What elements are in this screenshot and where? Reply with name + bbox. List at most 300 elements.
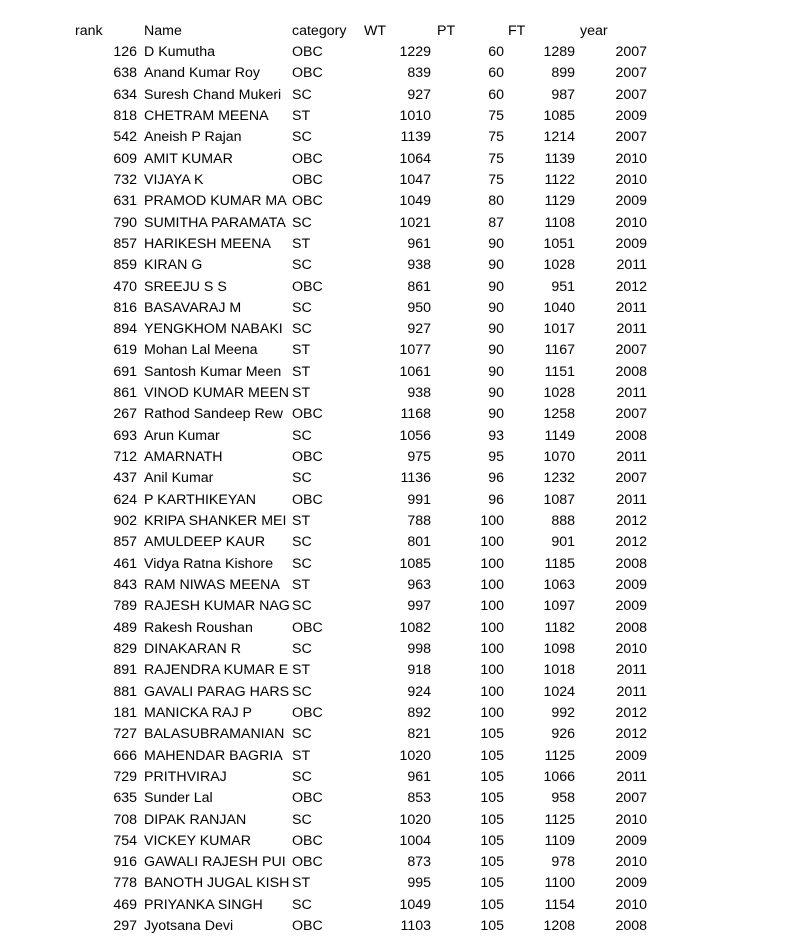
table-row	[0, 916, 793, 937]
table-row	[0, 319, 793, 340]
year-cell: 2012	[615, 534, 647, 551]
year-cell: 2009	[615, 577, 647, 593]
ft-cell: 987	[551, 86, 575, 103]
wt-cell: 918	[407, 662, 431, 679]
name-cell: Rathod Sandeep Rew	[144, 406, 283, 423]
header-wt: WT	[364, 23, 387, 39]
pt-cell: 90	[488, 299, 504, 316]
ft-cell: 1232	[543, 470, 575, 487]
wt-cell: 924	[407, 683, 431, 700]
table-row	[0, 383, 793, 404]
rank-cell: 461	[113, 555, 137, 572]
pt-cell: 96	[488, 470, 504, 487]
ft-cell: 992	[551, 704, 575, 721]
ft-cell: 1154	[544, 896, 575, 913]
rank-cell: 857	[113, 235, 137, 252]
rank-cell: 469	[113, 896, 137, 913]
ft-cell: 1063	[543, 577, 575, 593]
ft-cell: 1098	[543, 640, 575, 657]
ft-cell: 958	[551, 790, 575, 807]
ft-cell: 1139	[544, 150, 575, 167]
pt-cell: 75	[488, 107, 504, 124]
category-cell: SC	[292, 768, 312, 785]
rank-cell: 727	[113, 726, 137, 743]
table-row	[0, 42, 793, 63]
table-row	[0, 767, 793, 788]
name-cell: BASAVARAJ M	[144, 299, 242, 316]
name-cell: Arun Kumar	[144, 427, 220, 444]
wt-cell: 1021	[399, 214, 431, 231]
ft-cell: 1125	[544, 747, 575, 764]
rank-cell: 789	[113, 598, 137, 615]
ft-cell: 1129	[544, 193, 575, 210]
wt-cell: 997	[407, 598, 431, 615]
category-cell: OBC	[292, 406, 323, 423]
year-cell: 2010	[615, 171, 647, 188]
name-cell: MANICKA RAJ P	[144, 704, 253, 721]
category-cell: OBC	[292, 193, 323, 210]
pt-cell: 105	[480, 832, 504, 849]
category-cell: OBC	[292, 150, 323, 167]
pt-cell: 105	[480, 811, 504, 828]
year-cell: 2011	[616, 385, 647, 402]
category-cell: ST	[292, 363, 311, 380]
header-row	[0, 21, 793, 42]
category-cell: OBC	[292, 704, 323, 721]
name-cell: Aneish P Rajan	[144, 129, 242, 146]
table-row	[0, 724, 793, 745]
pt-cell: 90	[488, 257, 504, 274]
ft-cell: 1040	[543, 299, 575, 316]
category-cell: ST	[292, 235, 311, 252]
table-row	[0, 85, 793, 106]
rank-cell: 754	[113, 832, 137, 849]
table-row	[0, 554, 793, 575]
ft-cell: 1208	[543, 918, 575, 935]
pt-cell: 75	[488, 129, 504, 146]
wt-cell: 1229	[399, 44, 431, 60]
table-row	[0, 404, 793, 425]
rank-cell: 297	[113, 918, 137, 935]
table-row	[0, 213, 793, 234]
ft-cell: 1185	[544, 555, 575, 572]
ft-cell: 1125	[544, 811, 575, 828]
rank-cell: 638	[113, 65, 137, 82]
year-cell: 2007	[615, 790, 647, 807]
year-cell: 2010	[615, 640, 647, 657]
pt-cell: 93	[488, 427, 504, 444]
year-cell: 2011	[616, 662, 647, 679]
table-row	[0, 703, 793, 724]
ft-cell: 1258	[543, 406, 575, 423]
rank-cell: 859	[113, 257, 137, 274]
year-cell: 2009	[615, 875, 647, 892]
category-cell: SC	[292, 427, 312, 444]
year-cell: 2009	[615, 235, 647, 252]
rank-cell: 843	[113, 577, 137, 593]
ft-cell: 951	[551, 278, 575, 295]
pt-cell: 100	[480, 577, 504, 593]
wt-cell: 938	[407, 385, 431, 402]
category-cell: SC	[292, 257, 312, 274]
year-cell: 2009	[615, 747, 647, 764]
category-cell: ST	[292, 107, 311, 124]
year-cell: 2009	[615, 193, 647, 210]
wt-cell: 1047	[399, 171, 431, 188]
name-cell: CHETRAM MEENA	[144, 107, 269, 124]
table-row	[0, 277, 793, 298]
year-cell: 2011	[616, 491, 647, 508]
name-cell: Jyotsana Devi	[144, 918, 234, 935]
category-cell: SC	[292, 534, 312, 551]
pt-cell: 100	[480, 662, 504, 679]
name-cell: KIRAN G	[144, 257, 203, 274]
rank-cell: 894	[113, 321, 137, 338]
rank-cell: 666	[113, 747, 137, 764]
rank-cell: 891	[113, 662, 137, 679]
name-cell: AMIT KUMAR	[144, 150, 233, 167]
wt-cell: 950	[407, 299, 431, 316]
ft-cell: 1182	[544, 619, 575, 636]
category-cell: ST	[292, 342, 311, 359]
header-ft: FT	[508, 23, 526, 39]
table-row	[0, 170, 793, 191]
ft-cell: 1108	[544, 214, 575, 231]
rank-cell: 631	[113, 193, 137, 210]
table-row	[0, 149, 793, 170]
wt-cell: 1049	[399, 896, 431, 913]
name-cell: PRIYANKA SINGH	[144, 896, 263, 913]
year-cell: 2011	[616, 257, 647, 274]
ft-cell: 1070	[543, 449, 575, 466]
name-cell: RAJESH KUMAR NAG	[144, 598, 290, 615]
name-cell: VIJAYA K	[144, 171, 204, 188]
table-row	[0, 362, 793, 383]
name-cell: AMARNATH	[144, 449, 223, 466]
wt-cell: 1049	[399, 193, 431, 210]
category-cell: OBC	[292, 832, 323, 849]
wt-cell: 938	[407, 257, 431, 274]
pt-cell: 95	[488, 449, 504, 466]
wt-cell: 1010	[399, 107, 431, 124]
category-cell: OBC	[292, 854, 323, 871]
pt-cell: 105	[480, 726, 504, 743]
wt-cell: 1077	[399, 342, 431, 359]
table-row	[0, 788, 793, 809]
wt-cell: 998	[407, 640, 431, 657]
category-cell: SC	[292, 726, 312, 743]
pt-cell: 90	[488, 278, 504, 295]
wt-cell: 1020	[399, 747, 431, 764]
wt-cell: 839	[407, 65, 431, 82]
rank-cell: 916	[113, 854, 137, 871]
rank-cell: 542	[113, 129, 137, 146]
year-cell: 2008	[615, 363, 647, 380]
category-cell: ST	[292, 875, 311, 892]
rank-cell: 790	[113, 214, 137, 231]
category-cell: ST	[292, 385, 311, 402]
name-cell: Santosh Kumar Meen	[144, 363, 282, 380]
name-cell: HARIKESH MEENA	[144, 235, 271, 252]
ft-cell: 1167	[544, 342, 575, 359]
ft-cell: 1151	[544, 363, 575, 380]
pt-cell: 105	[480, 875, 504, 892]
year-cell: 2007	[615, 65, 647, 82]
pt-cell: 90	[488, 235, 504, 252]
ft-cell: 978	[551, 854, 575, 871]
year-cell: 2009	[615, 107, 647, 124]
ft-cell: 1087	[543, 491, 575, 508]
ft-cell: 926	[551, 726, 575, 743]
ft-cell: 1109	[544, 832, 575, 849]
year-cell: 2007	[615, 470, 647, 487]
name-cell: BALASUBRAMANIAN	[144, 726, 285, 743]
wt-cell: 853	[407, 790, 431, 807]
rank-cell: 816	[113, 299, 137, 316]
pt-cell: 105	[480, 918, 504, 935]
wt-cell: 975	[407, 449, 431, 466]
rank-cell: 624	[113, 491, 137, 508]
rank-cell: 609	[113, 150, 137, 167]
table-row	[0, 63, 793, 84]
category-cell: SC	[292, 470, 312, 487]
rank-cell: 712	[113, 449, 137, 466]
name-cell: GAWALI RAJESH PUI	[144, 854, 286, 871]
name-cell: Mohan Lal Meena	[144, 342, 258, 359]
pt-cell: 75	[488, 150, 504, 167]
year-cell: 2011	[616, 768, 647, 785]
pt-cell: 100	[480, 683, 504, 700]
category-cell: ST	[292, 747, 311, 764]
header-category: category	[292, 23, 347, 39]
name-cell: VINOD KUMAR MEEN	[144, 385, 290, 402]
category-cell: SC	[292, 896, 312, 913]
wt-cell: 927	[407, 321, 431, 338]
year-cell: 2010	[615, 214, 647, 231]
pt-cell: 90	[488, 385, 504, 402]
table-row	[0, 234, 793, 255]
table-row	[0, 426, 793, 447]
year-cell: 2011	[616, 321, 647, 338]
year-cell: 2008	[615, 918, 647, 935]
pt-cell: 105	[480, 790, 504, 807]
ft-cell: 1017	[543, 321, 575, 338]
table-row	[0, 340, 793, 361]
wt-cell: 1085	[399, 555, 431, 572]
category-cell: SC	[292, 640, 312, 657]
table-row	[0, 810, 793, 831]
rank-cell: 708	[113, 811, 137, 828]
name-cell: DINAKARAN R	[144, 640, 241, 657]
category-cell: SC	[292, 598, 312, 615]
pt-cell: 90	[488, 363, 504, 380]
ft-cell: 1097	[543, 598, 575, 615]
name-cell: DIPAK RANJAN	[144, 811, 247, 828]
rank-cell: 181	[113, 704, 137, 721]
pt-cell: 100	[480, 640, 504, 657]
pt-cell: 100	[480, 555, 504, 572]
wt-cell: 861	[407, 278, 431, 295]
ft-cell: 1024	[543, 683, 575, 700]
year-cell: 2010	[615, 854, 647, 871]
table-row	[0, 298, 793, 319]
pt-cell: 105	[480, 896, 504, 913]
table-row	[0, 511, 793, 532]
pt-cell: 100	[480, 598, 504, 615]
category-cell: SC	[292, 299, 312, 316]
name-cell: PRAMOD KUMAR MA	[144, 193, 287, 210]
header-rank: rank	[75, 23, 103, 39]
year-cell: 2009	[615, 832, 647, 849]
rank-cell: 619	[113, 342, 137, 359]
name-cell: D Kumutha	[144, 44, 215, 60]
year-cell: 2008	[615, 619, 647, 636]
ft-cell: 1149	[544, 427, 575, 444]
wt-cell: 1136	[400, 470, 431, 487]
ft-cell: 888	[551, 513, 575, 530]
year-cell: 2012	[615, 513, 647, 530]
wt-cell: 1056	[399, 427, 431, 444]
ft-cell: 1100	[544, 875, 575, 892]
wt-cell: 1082	[399, 619, 431, 636]
category-cell: SC	[292, 555, 312, 572]
rank-cell: 489	[113, 619, 137, 636]
wt-cell: 1061	[399, 363, 431, 380]
table-row	[0, 639, 793, 660]
rank-cell: 729	[113, 768, 137, 785]
ft-cell: 1028	[543, 385, 575, 402]
pt-cell: 60	[488, 44, 504, 60]
category-cell: ST	[292, 577, 311, 593]
name-cell: MAHENDAR BAGRIA	[144, 747, 283, 764]
name-cell: KRIPA SHANKER MEI	[144, 513, 287, 530]
category-cell: SC	[292, 683, 312, 700]
rank-cell: 778	[113, 875, 137, 892]
wt-cell: 961	[407, 768, 431, 785]
name-cell: AMULDEEP KAUR	[144, 534, 266, 551]
ft-cell: 1028	[543, 257, 575, 274]
pt-cell: 100	[480, 704, 504, 721]
category-cell: OBC	[292, 44, 323, 60]
year-cell: 2010	[615, 150, 647, 167]
year-cell: 2011	[616, 683, 647, 700]
year-cell: 2012	[615, 704, 647, 721]
name-cell: PRITHVIRAJ	[144, 768, 227, 785]
year-cell: 2010	[615, 896, 647, 913]
table-row	[0, 852, 793, 873]
year-cell: 2008	[615, 427, 647, 444]
name-cell: Anand Kumar Roy	[144, 65, 260, 82]
table-row	[0, 127, 793, 148]
rank-cell: 881	[113, 683, 137, 700]
rank-cell: 861	[113, 385, 137, 402]
rank-cell: 470	[113, 278, 137, 295]
category-cell: OBC	[292, 491, 323, 508]
year-cell: 2007	[615, 129, 647, 146]
wt-cell: 1004	[399, 832, 431, 849]
category-cell: SC	[292, 129, 312, 146]
ft-cell: 1214	[543, 129, 575, 146]
wt-cell: 1064	[399, 150, 431, 167]
name-cell: RAM NIWAS MEENA	[144, 577, 280, 593]
ft-cell: 1066	[543, 768, 575, 785]
name-cell: RAJENDRA KUMAR E	[144, 662, 289, 679]
table-row	[0, 468, 793, 489]
category-cell: OBC	[292, 790, 323, 807]
name-cell: GAVALI PARAG HARS	[144, 683, 290, 700]
year-cell: 2012	[615, 278, 647, 295]
category-cell: SC	[292, 214, 312, 231]
table-row	[0, 596, 793, 617]
name-cell: SREEJU S S	[144, 278, 227, 295]
rank-cell: 902	[113, 513, 137, 530]
table-row	[0, 746, 793, 767]
wt-cell: 991	[407, 491, 431, 508]
wt-cell: 788	[407, 513, 431, 530]
name-cell: Vidya Ratna Kishore	[144, 555, 274, 572]
pt-cell: 87	[488, 214, 504, 231]
table-row	[0, 682, 793, 703]
pt-cell: 80	[488, 193, 504, 210]
name-cell: VICKEY KUMAR	[144, 832, 251, 849]
pt-cell: 96	[488, 491, 504, 508]
category-cell: OBC	[292, 171, 323, 188]
ft-cell: 1085	[543, 107, 575, 124]
table-row	[0, 873, 793, 894]
year-cell: 2010	[615, 811, 647, 828]
name-cell: BANOTH JUGAL KISH	[144, 875, 290, 892]
ft-cell: 899	[551, 65, 575, 82]
category-cell: OBC	[292, 278, 323, 295]
wt-cell: 927	[407, 86, 431, 103]
rank-cell: 635	[113, 790, 137, 807]
year-cell: 2007	[615, 86, 647, 103]
header-name: Name	[144, 23, 182, 39]
name-cell: Anil Kumar	[144, 470, 214, 487]
wt-cell: 892	[407, 704, 431, 721]
name-cell: SUMITHA PARAMATA	[144, 214, 286, 231]
table-row	[0, 618, 793, 639]
category-cell: OBC	[292, 918, 323, 935]
wt-cell: 821	[407, 726, 431, 743]
rank-cell: 267	[113, 406, 137, 423]
category-cell: ST	[292, 513, 311, 530]
header-year: year	[580, 23, 608, 39]
year-cell: 2012	[615, 726, 647, 743]
category-cell: OBC	[292, 65, 323, 82]
header-pt: PT	[437, 23, 456, 39]
wt-cell: 801	[407, 534, 431, 551]
table-row	[0, 532, 793, 553]
category-cell: OBC	[292, 619, 323, 636]
table-row	[0, 490, 793, 511]
rank-cell: 437	[113, 470, 137, 487]
pt-cell: 105	[480, 747, 504, 764]
rank-cell: 693	[113, 427, 137, 444]
category-cell: SC	[292, 86, 312, 103]
rank-cell: 126	[113, 44, 137, 60]
pt-cell: 90	[488, 321, 504, 338]
category-cell: SC	[292, 811, 312, 828]
name-cell: Suresh Chand Mukeri	[144, 86, 282, 103]
table-row	[0, 191, 793, 212]
ft-cell: 901	[551, 534, 575, 551]
table-row	[0, 255, 793, 276]
rank-cell: 691	[113, 363, 137, 380]
wt-cell: 1139	[400, 129, 431, 146]
year-cell: 2009	[615, 598, 647, 615]
table-row	[0, 831, 793, 852]
